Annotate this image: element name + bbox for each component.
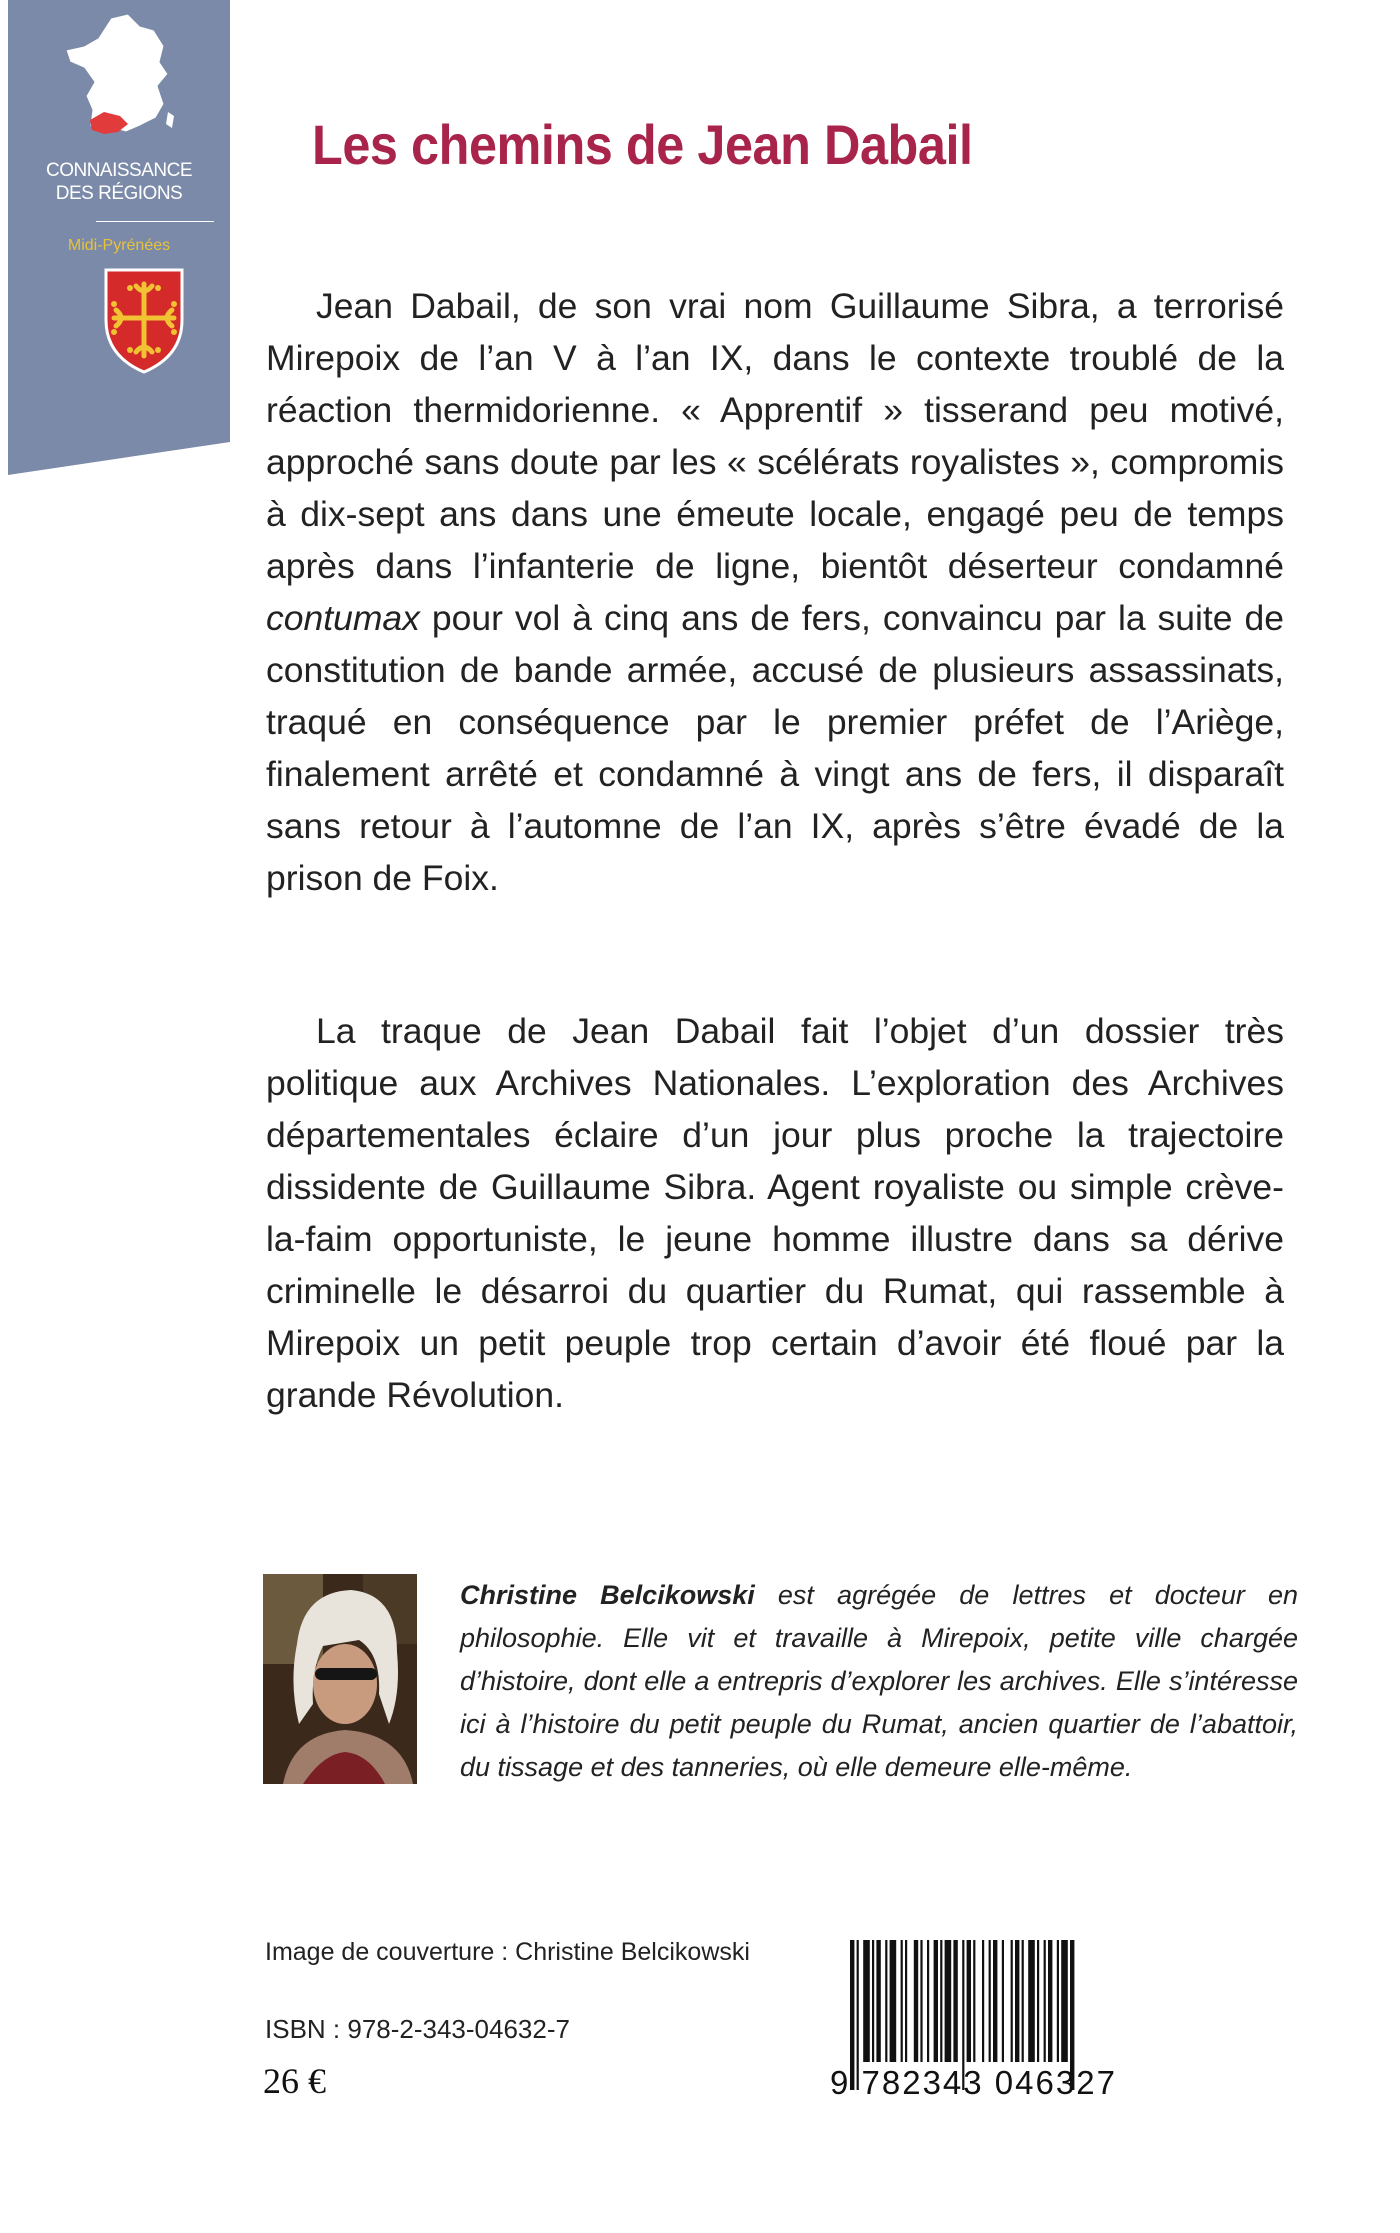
barcode-bar — [872, 1940, 874, 2062]
series-name-line2: DES RÉGIONS — [55, 183, 183, 204]
barcode-bar — [1002, 1940, 1004, 2062]
barcode-bar — [1028, 1940, 1035, 2062]
barcode-bar — [863, 1940, 870, 2062]
barcode-bar — [1011, 1940, 1013, 2062]
barcode-bar — [914, 1940, 918, 2062]
barcode-bar — [940, 1940, 942, 2062]
barcode-bar — [945, 1940, 952, 2062]
author-photo — [263, 1574, 417, 1784]
barcode-bar — [1015, 1940, 1019, 2062]
barcode-bar — [1044, 1940, 1046, 2062]
barcode-bar — [993, 1940, 997, 2062]
blurb-p1-italic: contumax — [266, 598, 420, 638]
barcode-bar — [876, 1940, 880, 2062]
isbn: ISBN : 978-2-343-04632-7 — [265, 2014, 570, 2044]
barcode-bar — [920, 1940, 922, 2062]
barcode-bar — [967, 1940, 971, 2062]
barcode-bar — [901, 1940, 903, 2062]
barcode-bar — [1048, 1940, 1052, 2062]
barcode-bar — [1061, 1940, 1068, 2062]
book-title: Les chemins de Jean Dabail — [312, 113, 973, 176]
barcode-digits: 9 782343 046327 — [830, 2064, 1117, 2101]
barcode-bar — [905, 1940, 907, 2062]
barcode-bar — [982, 1940, 984, 2062]
barcode-bar — [1022, 1940, 1024, 2062]
barcode-bar — [890, 1940, 897, 2062]
blurb-paragraph-1 — [266, 280, 1284, 904]
barcode-bar — [934, 1940, 938, 2062]
author-name: Christine Belcikowski — [460, 1580, 755, 1610]
blurb-p1-start: Jean Dabail, de son vrai nom Guillaume Sibra, a terrorisé Mirepoix de l’an V à l’an IX, dans le contexte troublé de la réaction thermidorienne. « Apprentif » tisserand peu motivé, approché sans doute par les « scélérats royalistes », compromis à dix-sept ans dans une émeute locale, engagé peu de temps après dans l’infanterie de ligne, bientôt déserteur condamné — [266, 286, 1284, 586]
price: 26 € — [263, 2061, 326, 2101]
barcode-bar — [953, 1940, 957, 2062]
ribbon-divider — [96, 221, 214, 222]
barcode-bar — [1057, 1940, 1059, 2062]
blurb-p1-end: pour vol à cinq ans de fers, convaincu par la suite de constitution de bande armée, accusé de plusieurs assassinats, traqué en conséquence par le premier préfet de l’Ariège, finalement arrêté et condamné à vingt ans de fers, il disparaît sans retour à l’automne de l’an IX, après s’être évadé de la prison de Foix. — [266, 598, 1284, 898]
series-name-line1: CONNAISSANCE — [45, 160, 193, 181]
barcode-bar — [927, 1940, 929, 2062]
blurb-paragraph-2: La traque de Jean Dabail fait l’objet d’un dossier très politique aux Archives Nationales. L’exploration des Archives départementales éclaire d’un jour plus proche la trajectoire dissidente de Guillaume Sibra. Agent royaliste ou simple crève-la-faim opportuniste, le jeune homme illustre dans sa dérive criminelle le désarroi du quartier du Rumat, qui rassemble à Mirepoix un petit peuple trop certain d’avoir été floué par la grande Révolution. — [266, 1011, 1284, 1415]
barcode-bar — [885, 1940, 887, 2062]
series-ribbon — [8, 0, 230, 475]
author-bio — [460, 1574, 1298, 1789]
cover-credit: Image de couverture : Christine Belcikowski — [265, 1938, 750, 1966]
barcode-bar — [973, 1940, 975, 2062]
region-label: Midi-Pyrénées — [67, 237, 171, 254]
barcode-bar — [989, 1940, 991, 2062]
author-bio-text: est agrégée de lettres et docteur en philosophie. Elle vit et travaille à Mirepoix, petite ville chargée d’histoire, dont elle a entrepris d’explorer les archives. Elle s’intéresse ici à l’histoire du petit peuple du Rumat, ancien quartier de l’abattoir, du tissage et des tanneries, où elle demeure elle-même. — [460, 1580, 1299, 1782]
barcode-bar — [1037, 1940, 1039, 2062]
